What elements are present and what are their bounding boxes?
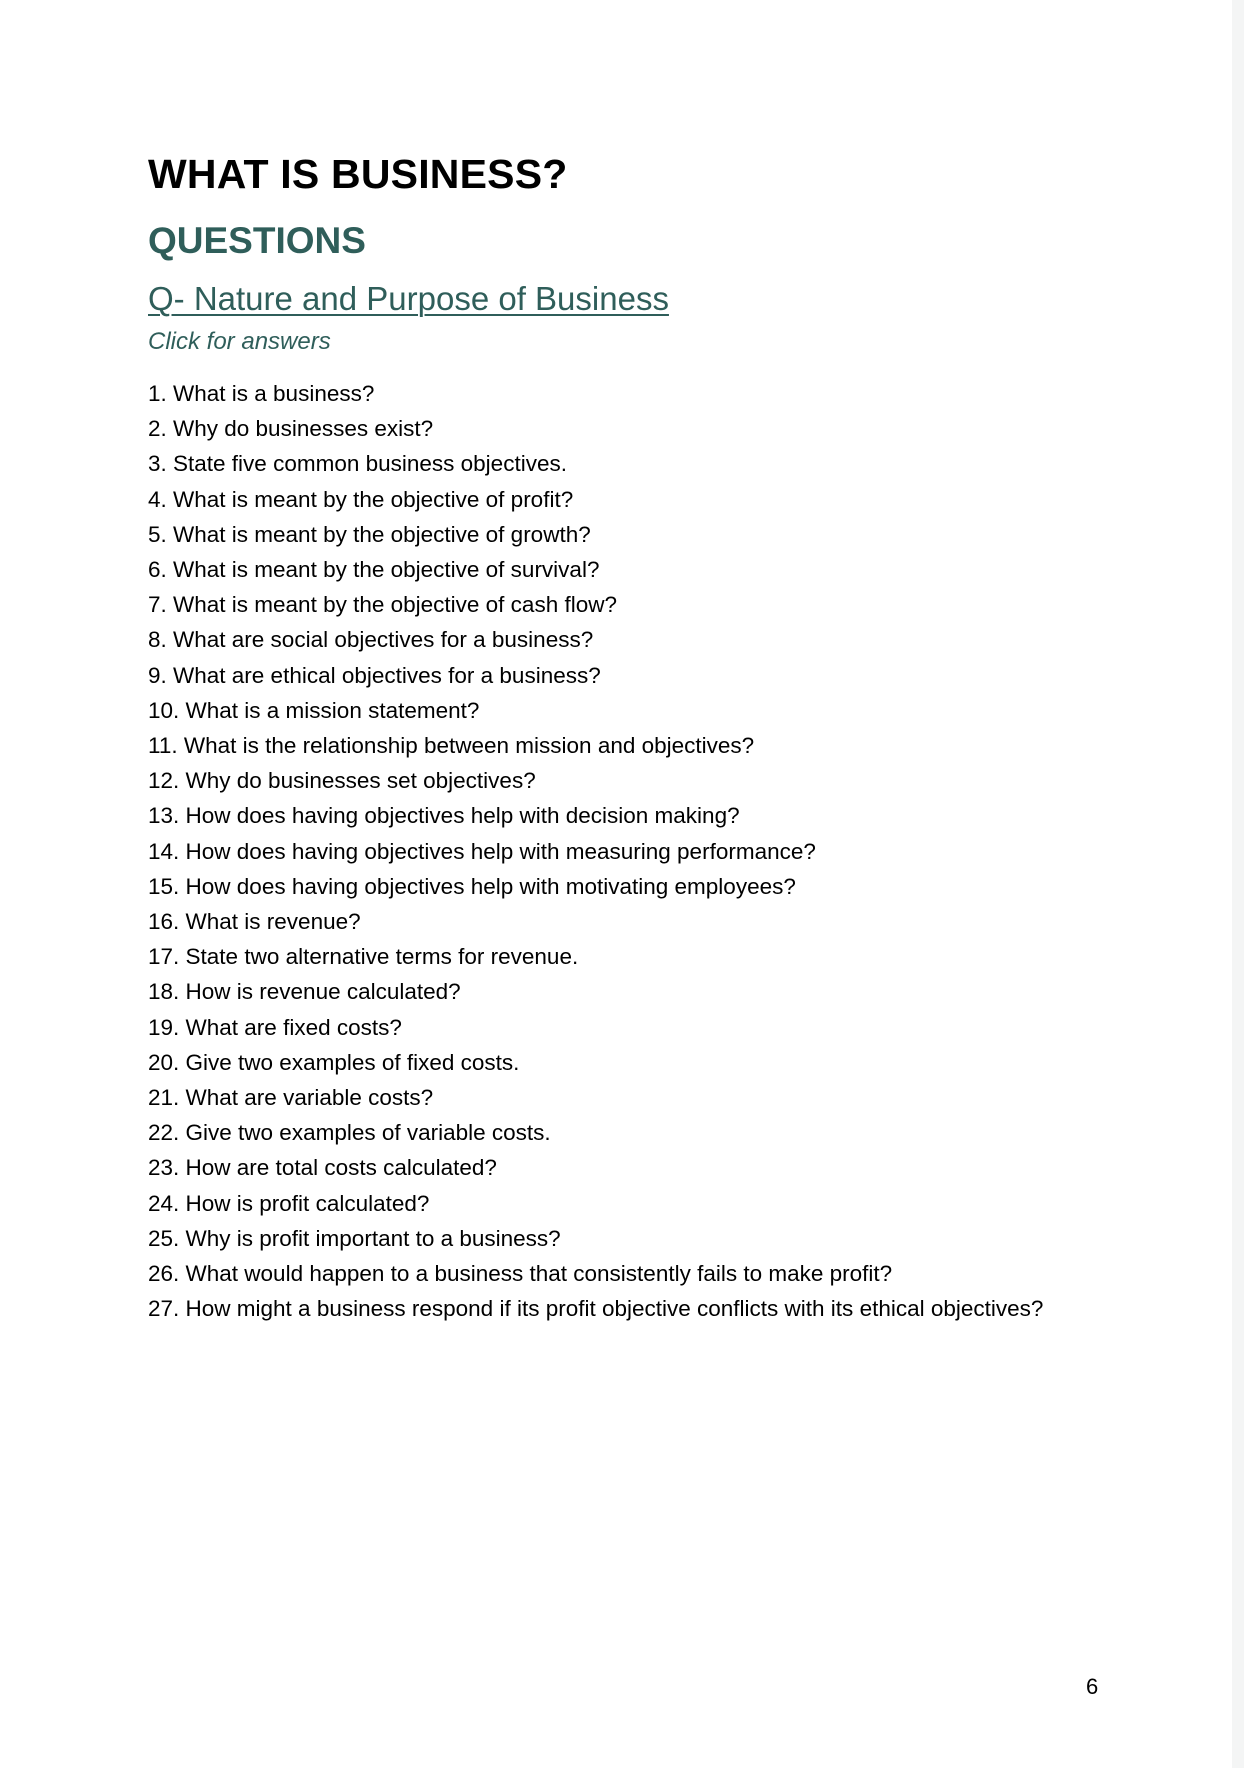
question-item: 5. What is meant by the objective of growth? [148, 521, 591, 547]
answers-link[interactable]: Click for answers [148, 328, 331, 355]
question-item: 8. What are social objectives for a business? [148, 627, 594, 653]
question-item: 17. State two alternative terms for revenue. [148, 944, 579, 970]
question-item: 12. Why do businesses set objectives? [148, 768, 536, 794]
question-item: 15. How does having objectives help with motivating employees? [148, 873, 796, 899]
question-item: 16. What is revenue? [148, 909, 361, 935]
question-item: 24. How is profit calculated? [148, 1190, 430, 1216]
question-item: 19. What are fixed costs? [148, 1014, 402, 1040]
question-item: 22. Give two examples of variable costs. [148, 1120, 551, 1146]
page-number: 6 [1086, 1674, 1099, 1699]
section-heading: QUESTIONS [148, 220, 366, 261]
question-item: 27. How might a business respond if its profit objective conflicts with its ethical objectives? [148, 1296, 1044, 1322]
question-item: 25. Why is profit important to a business? [148, 1225, 561, 1251]
question-item: 6. What is meant by the objective of survival? [148, 557, 600, 583]
question-item: 11. What is the relationship between mission and objectives? [148, 733, 755, 759]
question-item: 23. How are total costs calculated? [148, 1155, 497, 1181]
question-item: 1. What is a business? [148, 381, 375, 406]
question-item: 13. How does having objectives help with decision making? [148, 803, 740, 829]
question-item: 4. What is meant by the objective of profit? [148, 486, 574, 512]
subsection-link[interactable]: Q- Nature and Purpose of Business [148, 280, 669, 317]
question-item: 18. How is revenue calculated? [148, 979, 461, 1005]
question-item: 9. What are ethical objectives for a business? [148, 662, 601, 688]
page-title: WHAT IS BUSINESS? [148, 151, 568, 197]
question-item: 2. Why do businesses exist? [148, 416, 434, 442]
question-item: 21. What are variable costs? [148, 1085, 434, 1111]
question-item: 7. What is meant by the objective of cash flow? [148, 592, 617, 618]
question-list [148, 376, 1232, 1326]
question-item: 3. State five common business objectives. [148, 451, 567, 477]
question-item: 14. How does having objectives help with measuring performance? [148, 838, 816, 864]
question-item: 10. What is a mission statement? [148, 697, 480, 723]
question-item: 26. What would happen to a business that consistently fails to make profit? [148, 1261, 893, 1287]
question-item: 20. Give two examples of fixed costs. [148, 1049, 520, 1075]
